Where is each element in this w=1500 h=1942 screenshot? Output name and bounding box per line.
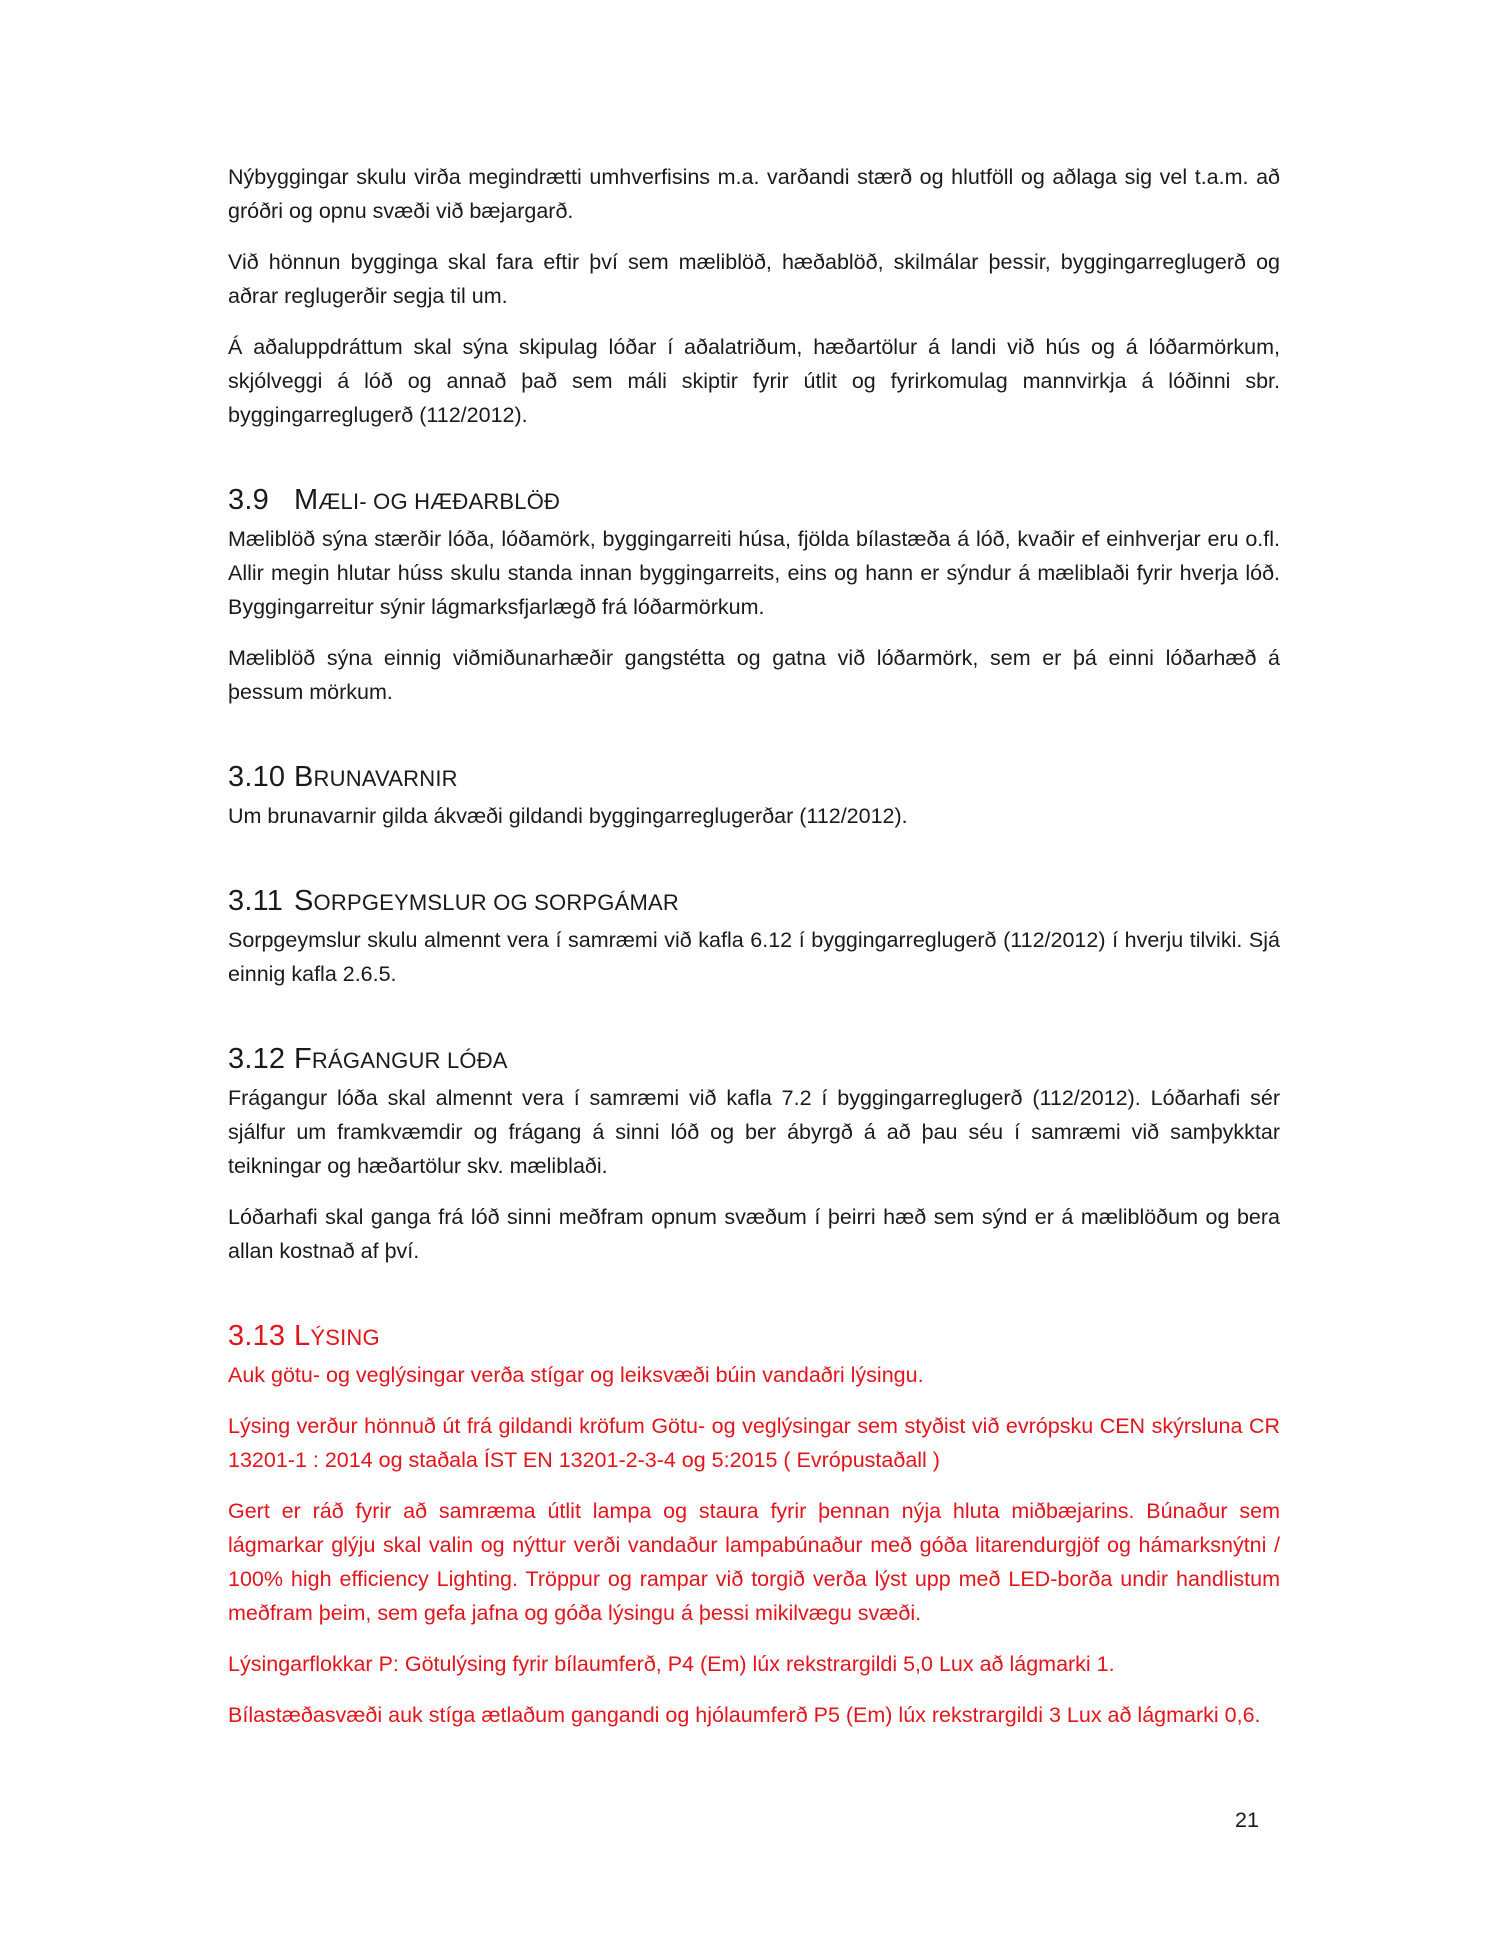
section-3-13-paragraph-4: Lýsingarflokkar P: Götulýsing fyrir bílaumferð, P4 (Em) lúx rekstrargildi 5,0 Lux að lágmarki 1. xyxy=(228,1652,1115,1676)
section-heading-3-13 xyxy=(228,1318,1280,1356)
section-title-initial: S xyxy=(294,885,314,917)
section-3-9-paragraph-1: Mæliblöð sýna stærðir lóða, lóðamörk, byggingarreiti húsa, fjölda bílastæða á lóð, kvaðir ef einhverjar eru o.fl. Allir megin hlutar húss skulu standa innan byggingarreits, eins og hann er sýndur á mæliblaði fyrir hverja lóð. Byggingarreitur sýnir lágmarksfjarlægð frá lóðarmörkum. xyxy=(228,527,1280,619)
section-heading-3-11 xyxy=(228,883,1280,921)
section-heading-3-12 xyxy=(228,1041,1280,1079)
intro-paragraph-2: Við hönnun bygginga skal fara eftir því sem mæliblöð, hæðablöð, skilmálar þessir, byggingarreglugerð og aðrar reglugerðir segja til um. xyxy=(228,250,1280,308)
section-title: ORPGEYMSLUR OG SORPGÁMAR xyxy=(313,890,679,915)
section-3-12-paragraph-1: Frágangur lóða skal almennt vera í samræmi við kafla 7.2 í byggingarreglugerð (112/2012). Lóðarhafi sér sjálfur um framkvæmdir og frágang á sinni lóð og ber ábyrgð á að þau séu í samræmi við samþykktar teikningar og hæðartölur skv. mæliblaði. xyxy=(228,1086,1280,1178)
intro-paragraph-1: Nýbyggingar skulu virða megindrætti umhverfisins m.a. varðandi stærð og hlutföll og aðlaga sig vel t.a.m. að gróðri og opnu svæði við bæjargarð. xyxy=(228,165,1280,223)
section-3-13-paragraph-3: Gert er ráð fyrir að samræma útlit lampa og staura fyrir þennan nýja hluta miðbæjarins. Búnaður sem lágmarkar glýju skal valin og nýttur verði vandaður lampabúnaður með góða litarendurgjöf og hámarksnýtni / 100% high efficiency Lighting. Tröppur og rampar við torgið verða lýst upp með LED-borða undir handlistum meðfram þeim, sem gefa jafna og góða lýsingu á þessi mikilvægu svæði. xyxy=(228,1499,1280,1625)
section-heading-3-9 xyxy=(228,482,1280,520)
section-heading-3-10 xyxy=(228,759,1280,797)
section-3-12-paragraph-2: Lóðarhafi skal ganga frá lóð sinni meðfram opnum svæðum í þeirri hæð sem sýnd er á mæliblöðum og bera allan kostnað af því. xyxy=(228,1205,1280,1263)
document-page xyxy=(228,160,1280,1732)
section-title: ÆLI- OG HÆÐARBLÖÐ xyxy=(318,489,561,514)
section-number: 3.10 xyxy=(228,761,286,793)
section-3-11-paragraph-1: Sorpgeymslur skulu almennt vera í samræmi við kafla 6.12 í byggingarreglugerð (112/2012) í hverju tilviki. Sjá einnig kafla 2.6.5. xyxy=(228,928,1280,986)
section-number: 3.13 xyxy=(228,1320,286,1352)
section-number: 3.12 xyxy=(228,1043,286,1075)
section-title: ÝSING xyxy=(310,1325,380,1350)
section-3-9-paragraph-2: Mæliblöð sýna einnig viðmiðunarhæðir gangstétta og gatna við lóðarmörk, sem er þá einni lóðarhæð á þessum mörkum. xyxy=(228,646,1280,704)
section-number: 3.9 xyxy=(228,484,269,516)
section-title-initial: F xyxy=(294,1043,312,1075)
section-title-initial: L xyxy=(294,1320,311,1352)
page-number: 21 xyxy=(1235,1808,1259,1832)
section-title-initial: B xyxy=(294,761,314,793)
intro-paragraph-3: Á aðaluppdráttum skal sýna skipulag lóðar í aðalatriðum, hæðartölur á landi við hús og á lóðarmörkum, skjólveggi á lóð og annað það sem máli skiptir fyrir útlit og fyrirkomulag mannvirkja á lóðinni sbr. byggingarreglugerð (112/2012). xyxy=(228,335,1280,427)
section-title: RÁGANGUR LÓÐA xyxy=(311,1048,508,1073)
section-title: RUNAVARNIR xyxy=(313,766,458,791)
section-number: 3.11 xyxy=(228,885,284,917)
section-3-13-paragraph-5: Bílastæðasvæði auk stíga ætlaðum gangandi og hjólaumferð P5 (Em) lúx rekstrargildi 3 Lux að lágmarki 0,6. xyxy=(228,1703,1261,1727)
section-3-10-paragraph-1: Um brunavarnir gilda ákvæði gildandi byggingarreglugerðar (112/2012). xyxy=(228,804,908,828)
section-3-13-paragraph-2: Lýsing verður hönnuð út frá gildandi kröfum Götu- og veglýsingar sem styðist við evrópsku CEN skýrsluna CR 13201-1 : 2014 og staðala ÍST EN 13201-2-3-4 og 5:2015 ( Evrópustaðall ) xyxy=(228,1414,1280,1472)
section-3-13-paragraph-1: Auk götu- og veglýsingar verða stígar og leiksvæði búin vandaðri lýsingu. xyxy=(228,1363,924,1387)
section-title-initial: M xyxy=(294,484,319,516)
